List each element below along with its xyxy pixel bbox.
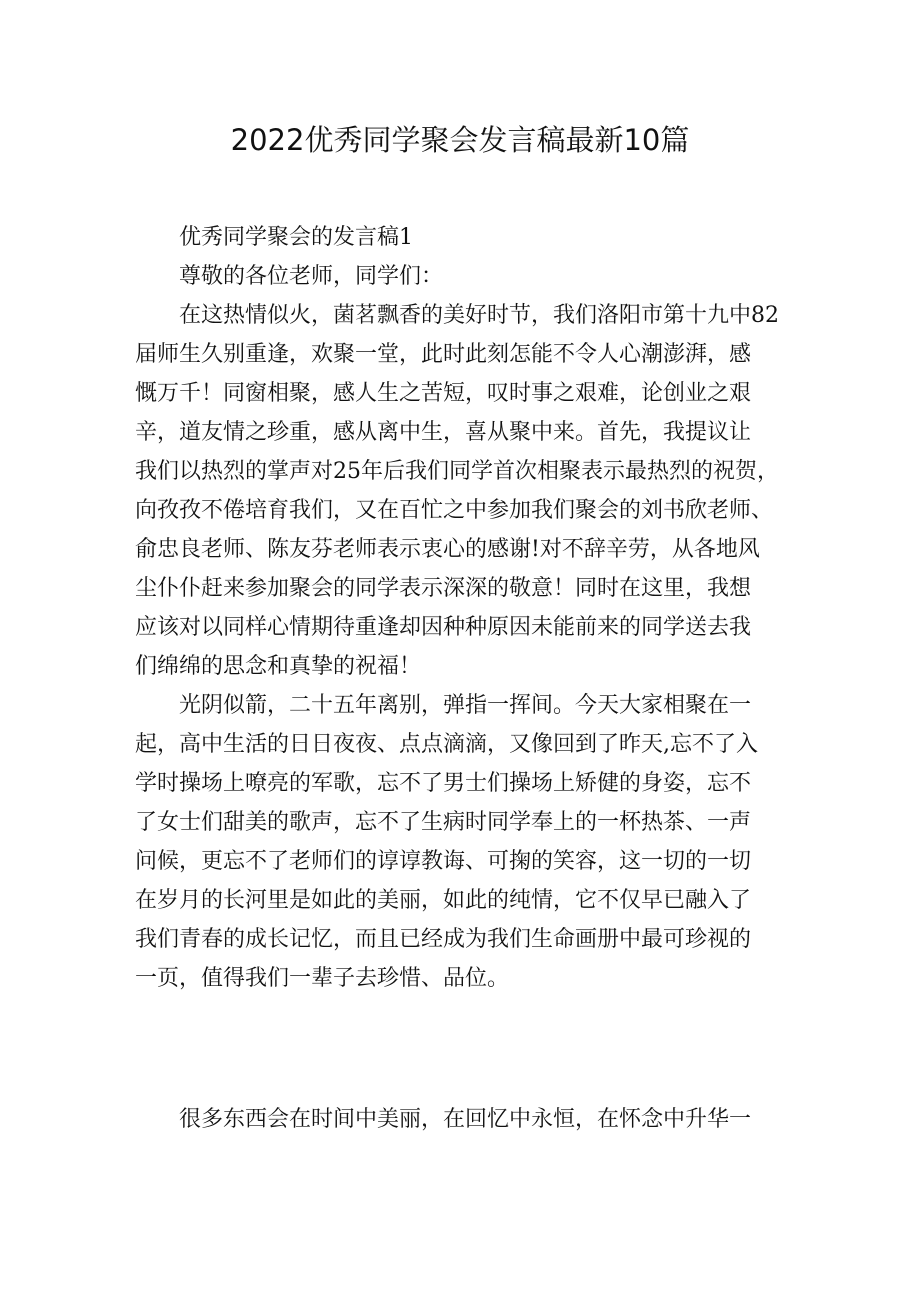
paragraph-line: 起，高中生活的日日夜夜、点点滴滴，又像回到了昨天,忘不了入 [135,732,758,757]
paragraph-line: 辛，道友情之珍重，感从离中生，喜从聚中来。首先，我提议让 [135,420,752,445]
paragraph-line: 在岁月的长河里是如此的美丽，如此的纯情，它不仅早已融入了 [135,888,752,913]
document-title: 2022优秀同学聚会发言稿最新10篇 [230,123,690,157]
paragraph-line: 慨万千！同窗相聚，感人生之苦短，叹时事之艰难，论创业之艰 [135,381,752,406]
paragraph-line: 尘仆仆赶来参加聚会的同学表示深深的敬意！同时在这里，我想 [135,576,752,601]
paragraph-line: 光阴似箭，二十五年离别，弹指一挥间。今天大家相聚在一 [179,693,752,718]
paragraph-1 [135,296,790,686]
paragraph-line: 在这热情似火，菌茗飘香的美好时节，我们洛阳市第十九中82 [179,303,779,328]
paragraph-line: 们绵绵的思念和真挚的祝福！ [135,654,422,679]
paragraph-line: 学时操场上嘹亮的军歌，忘不了男士们操场上矫健的身姿，忘不 [135,771,752,796]
paragraph-line: 我们以热烈的掌声对25年后我们同学首次相聚表示最热烈的祝贺， [135,459,779,484]
paragraph-line: 很多东西会在时间中美丽，在回忆中永恒，在怀念中升华一 [179,1107,752,1132]
section-heading: 优秀同学聚会的发言稿1 [179,225,413,250]
paragraph-line: 我们青春的成长记忆，而且已经成为我们生命画册中最可珍视的 [135,927,752,952]
paragraph-line: 应该对以同样心情期待重逢却因种种原因未能前来的同学送去我 [135,615,752,640]
paragraph-line: 一页，值得我们一辈子去珍惜、品位。 [135,966,510,991]
paragraph-line: 了女士们甜美的歌声，忘不了生病时同学奉上的一杯热茶、一声 [135,810,752,835]
salutation: 尊敬的各位老师，同学们： [179,264,444,289]
paragraph-line: 问候，更忘不了老师们的谆谆教诲、可掬的笑容，这一切的一切 [135,849,752,874]
paragraph-3 [135,1100,790,1139]
paragraph-line: 届师生久别重逢，欢聚一堂，此时此刻怎能不令人心潮澎湃，感 [135,342,752,367]
paragraph-line: 向孜孜不倦培育我们，又在百忙之中参加我们聚会的刘书欣老师、 [135,498,774,523]
paragraph-2 [135,686,790,998]
paragraph-line: 俞忠良老师、陈友芬老师表示衷心的感谢!对不辞辛劳，从各地风 [135,537,760,562]
document-body [135,218,790,998]
